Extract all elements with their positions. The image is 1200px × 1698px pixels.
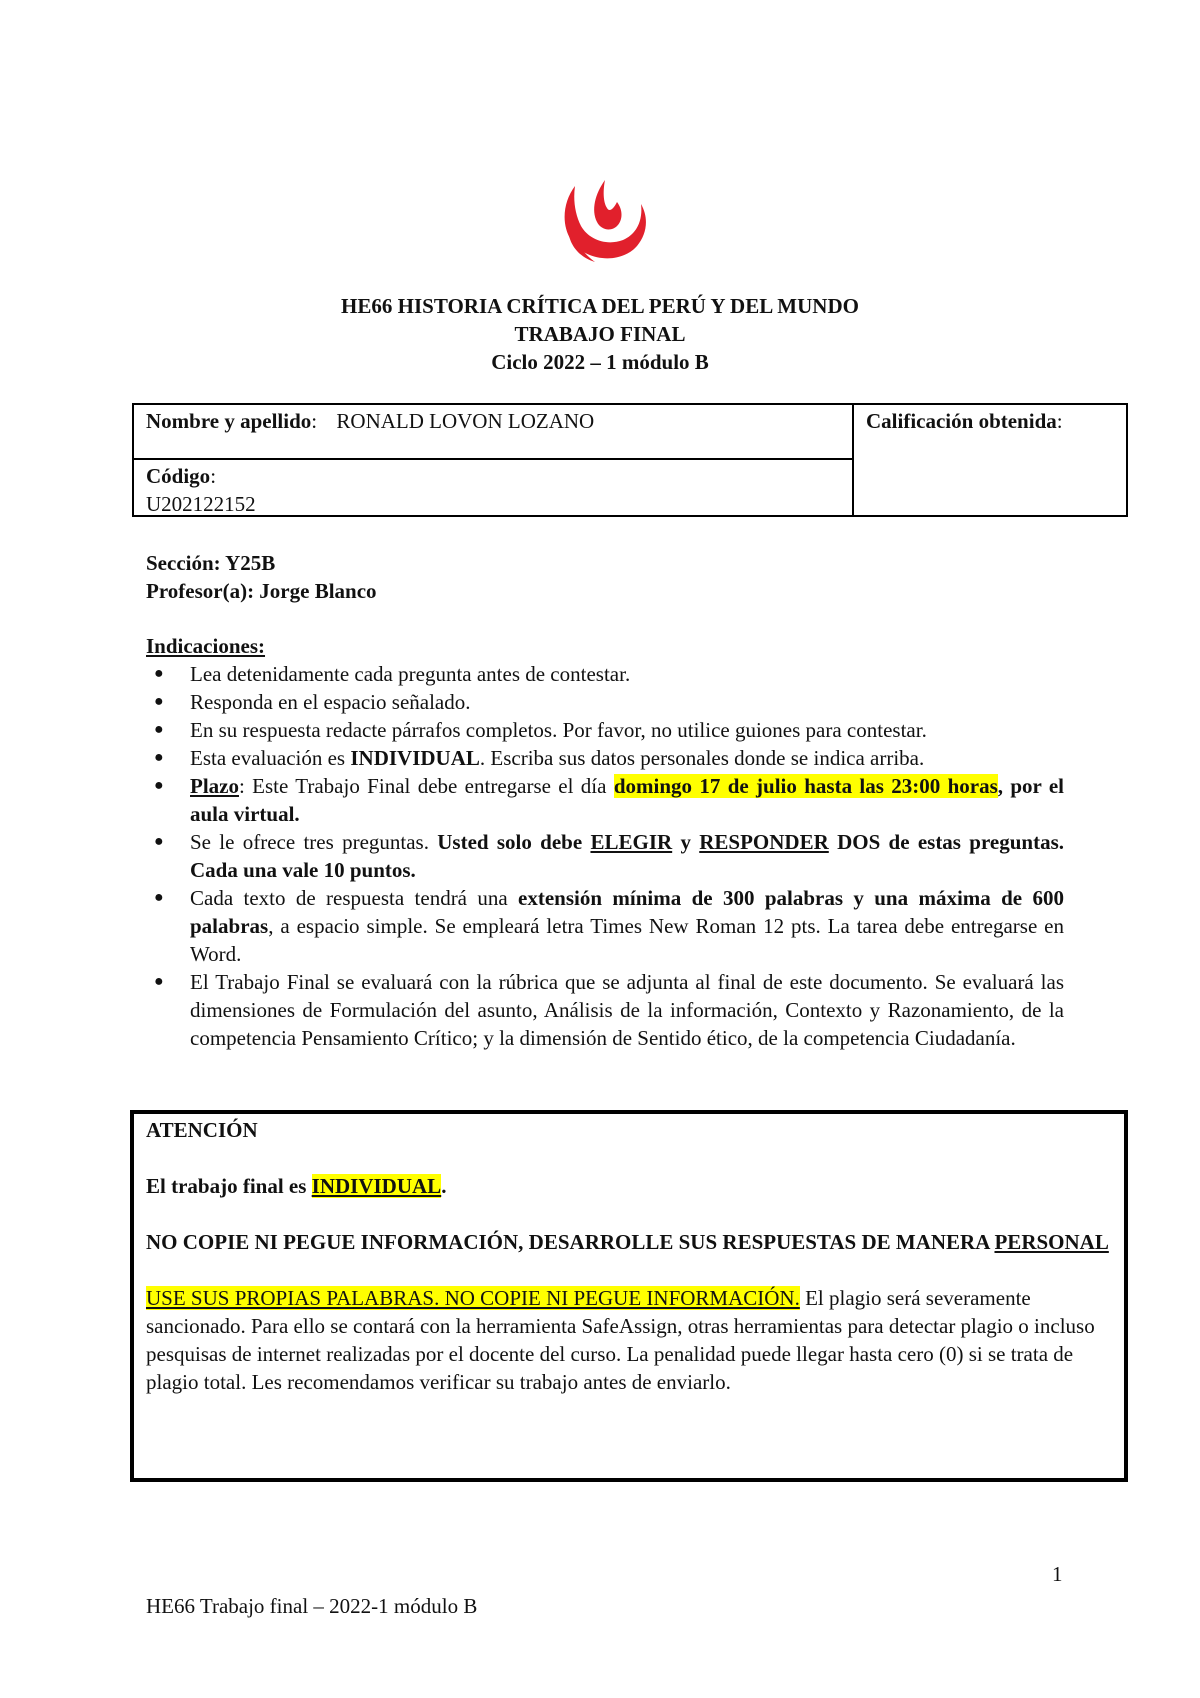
item-text: , a espacio simple. Se empleará letra Times New Roman 12 pts. La tarea debe entregarse en Word. [190,914,1064,966]
list-item [146,772,1064,828]
bullet-icon: ● [154,665,164,682]
name-colon: : [311,409,318,433]
attention-box [130,1110,1128,1482]
item-text: . Escriba sus datos personales donde se indica arriba. [479,746,925,770]
page-number: 1 [1052,1562,1063,1586]
item-text-bold: DOS de estas preguntas. Cada una vale 10 puntos. [190,830,1064,882]
attention-plagiarism [146,1284,1112,1396]
item-text: El Trabajo Final se evaluará con la rúbrica que se adjunta al final de este documento. Se evaluará las dimensiones de Formulación del asunto, Análisis de la información, Contexto y Razonamiento, de la competencia Pensamiento Crítico; y la dimensión de Sentido ético, de la competencia Ciudadanía. [190,970,1064,1050]
personal-text: PERSONAL [994,1230,1109,1254]
grade-label: Calificación obtenida [866,409,1057,433]
course-title: HE66 HISTORIA CRÍTICA DEL PERÚ Y DEL MUNDO [341,294,859,318]
indications-title: Indicaciones: [146,634,266,658]
deadline-label: Plazo [190,774,239,798]
professor-line: Profesor(a): Jorge Blanco [146,579,377,603]
individual-highlight: INDIVIDUAL [311,1174,442,1198]
name-cell [134,405,854,460]
list-item [146,688,1064,716]
choose-text: ELEGIR [590,830,673,854]
bullet-icon: ● [154,777,164,794]
upc-flame-logo-icon [561,180,649,264]
list-item [146,660,1064,688]
bullet-icon: ● [154,693,164,710]
bullet-icon: ● [154,721,164,738]
name-value: RONALD LOVON LOZANO [336,409,595,433]
answer-text: RESPONDER [699,830,829,854]
section-line: Sección: Y25B [146,551,276,575]
list-item [146,744,1064,772]
attention-text: El plagio será severamente sancionado. Para ello se contará con la herramienta SafeAssign, otras herramientas para detectar plagio o incluso pesquisas de internet realizadas por el docente del curso. La penalidad puede llegar hasta cero (0) si se trata de plagio total. Les recomendamos verificar su trabajo antes de enviarlo. [146,1286,1095,1394]
attention-text: El trabajo final es [146,1174,312,1198]
attention-individual [146,1172,1112,1200]
document-title [130,292,1070,376]
list-item [146,828,1064,884]
code-cell [134,460,854,515]
item-text: Se le ofrece tres preguntas. [190,830,438,854]
code-colon: : [210,464,217,488]
item-text: Esta evaluación es [190,746,351,770]
attention-no-copy [146,1228,1112,1256]
item-text-bold: extensión mínima de 300 palabras y una máxima de 600 palabras [190,886,1064,938]
attention-title: ATENCIÓN [146,1118,258,1142]
bullet-icon: ● [154,889,164,906]
item-text: Cada texto de respuesta tendrá una [190,886,519,910]
bullet-icon: ● [154,973,164,990]
attention-text: . [441,1174,447,1198]
code-label: Código [146,464,211,488]
list-item [146,716,1064,744]
item-text: En su respuesta redacte párrafos completos. Por favor, no utilice guiones para contestar. [190,718,927,742]
item-text-bold: Usted solo debe [437,830,591,854]
item-text: Responda en el espacio señalado. [190,690,471,714]
own-words-highlight: USE SUS PROPIAS PALABRAS. NO COPIE NI PEGUE INFORMACIÓN. [146,1286,800,1310]
name-label: Nombre y apellido [146,409,312,433]
item-text: Lea detenidamente cada pregunta antes de contestar. [190,662,631,686]
indications-list [146,660,1064,1052]
bullet-icon: ● [154,749,164,766]
attention-text: NO COPIE NI PEGUE INFORMACIÓN, DESARROLLE SUS RESPUESTAS DE MANERA [146,1230,995,1254]
bullet-icon: ● [154,833,164,850]
assignment-title: TRABAJO FINAL [514,322,686,346]
list-item [146,968,1064,1052]
cycle-title: Ciclo 2022 – 1 módulo B [491,350,709,374]
code-value: U202122152 [146,492,256,516]
student-info-table [132,403,1128,517]
item-text-bold: INDIVIDUAL [350,746,480,770]
list-item [146,884,1064,968]
page-footer: HE66 Trabajo final – 2022-1 módulo B [146,1594,478,1618]
course-meta [146,549,1086,605]
deadline-highlight: domingo 17 de julio hasta las 23:00 horas [613,774,998,798]
item-text-bold: y [672,830,700,854]
item-text: : Este Trabajo Final debe entregarse el día [238,774,614,798]
item-text-bold: , por el aula virtual. [190,774,1064,826]
grade-colon: : [1056,409,1063,433]
grade-cell [854,405,1126,515]
